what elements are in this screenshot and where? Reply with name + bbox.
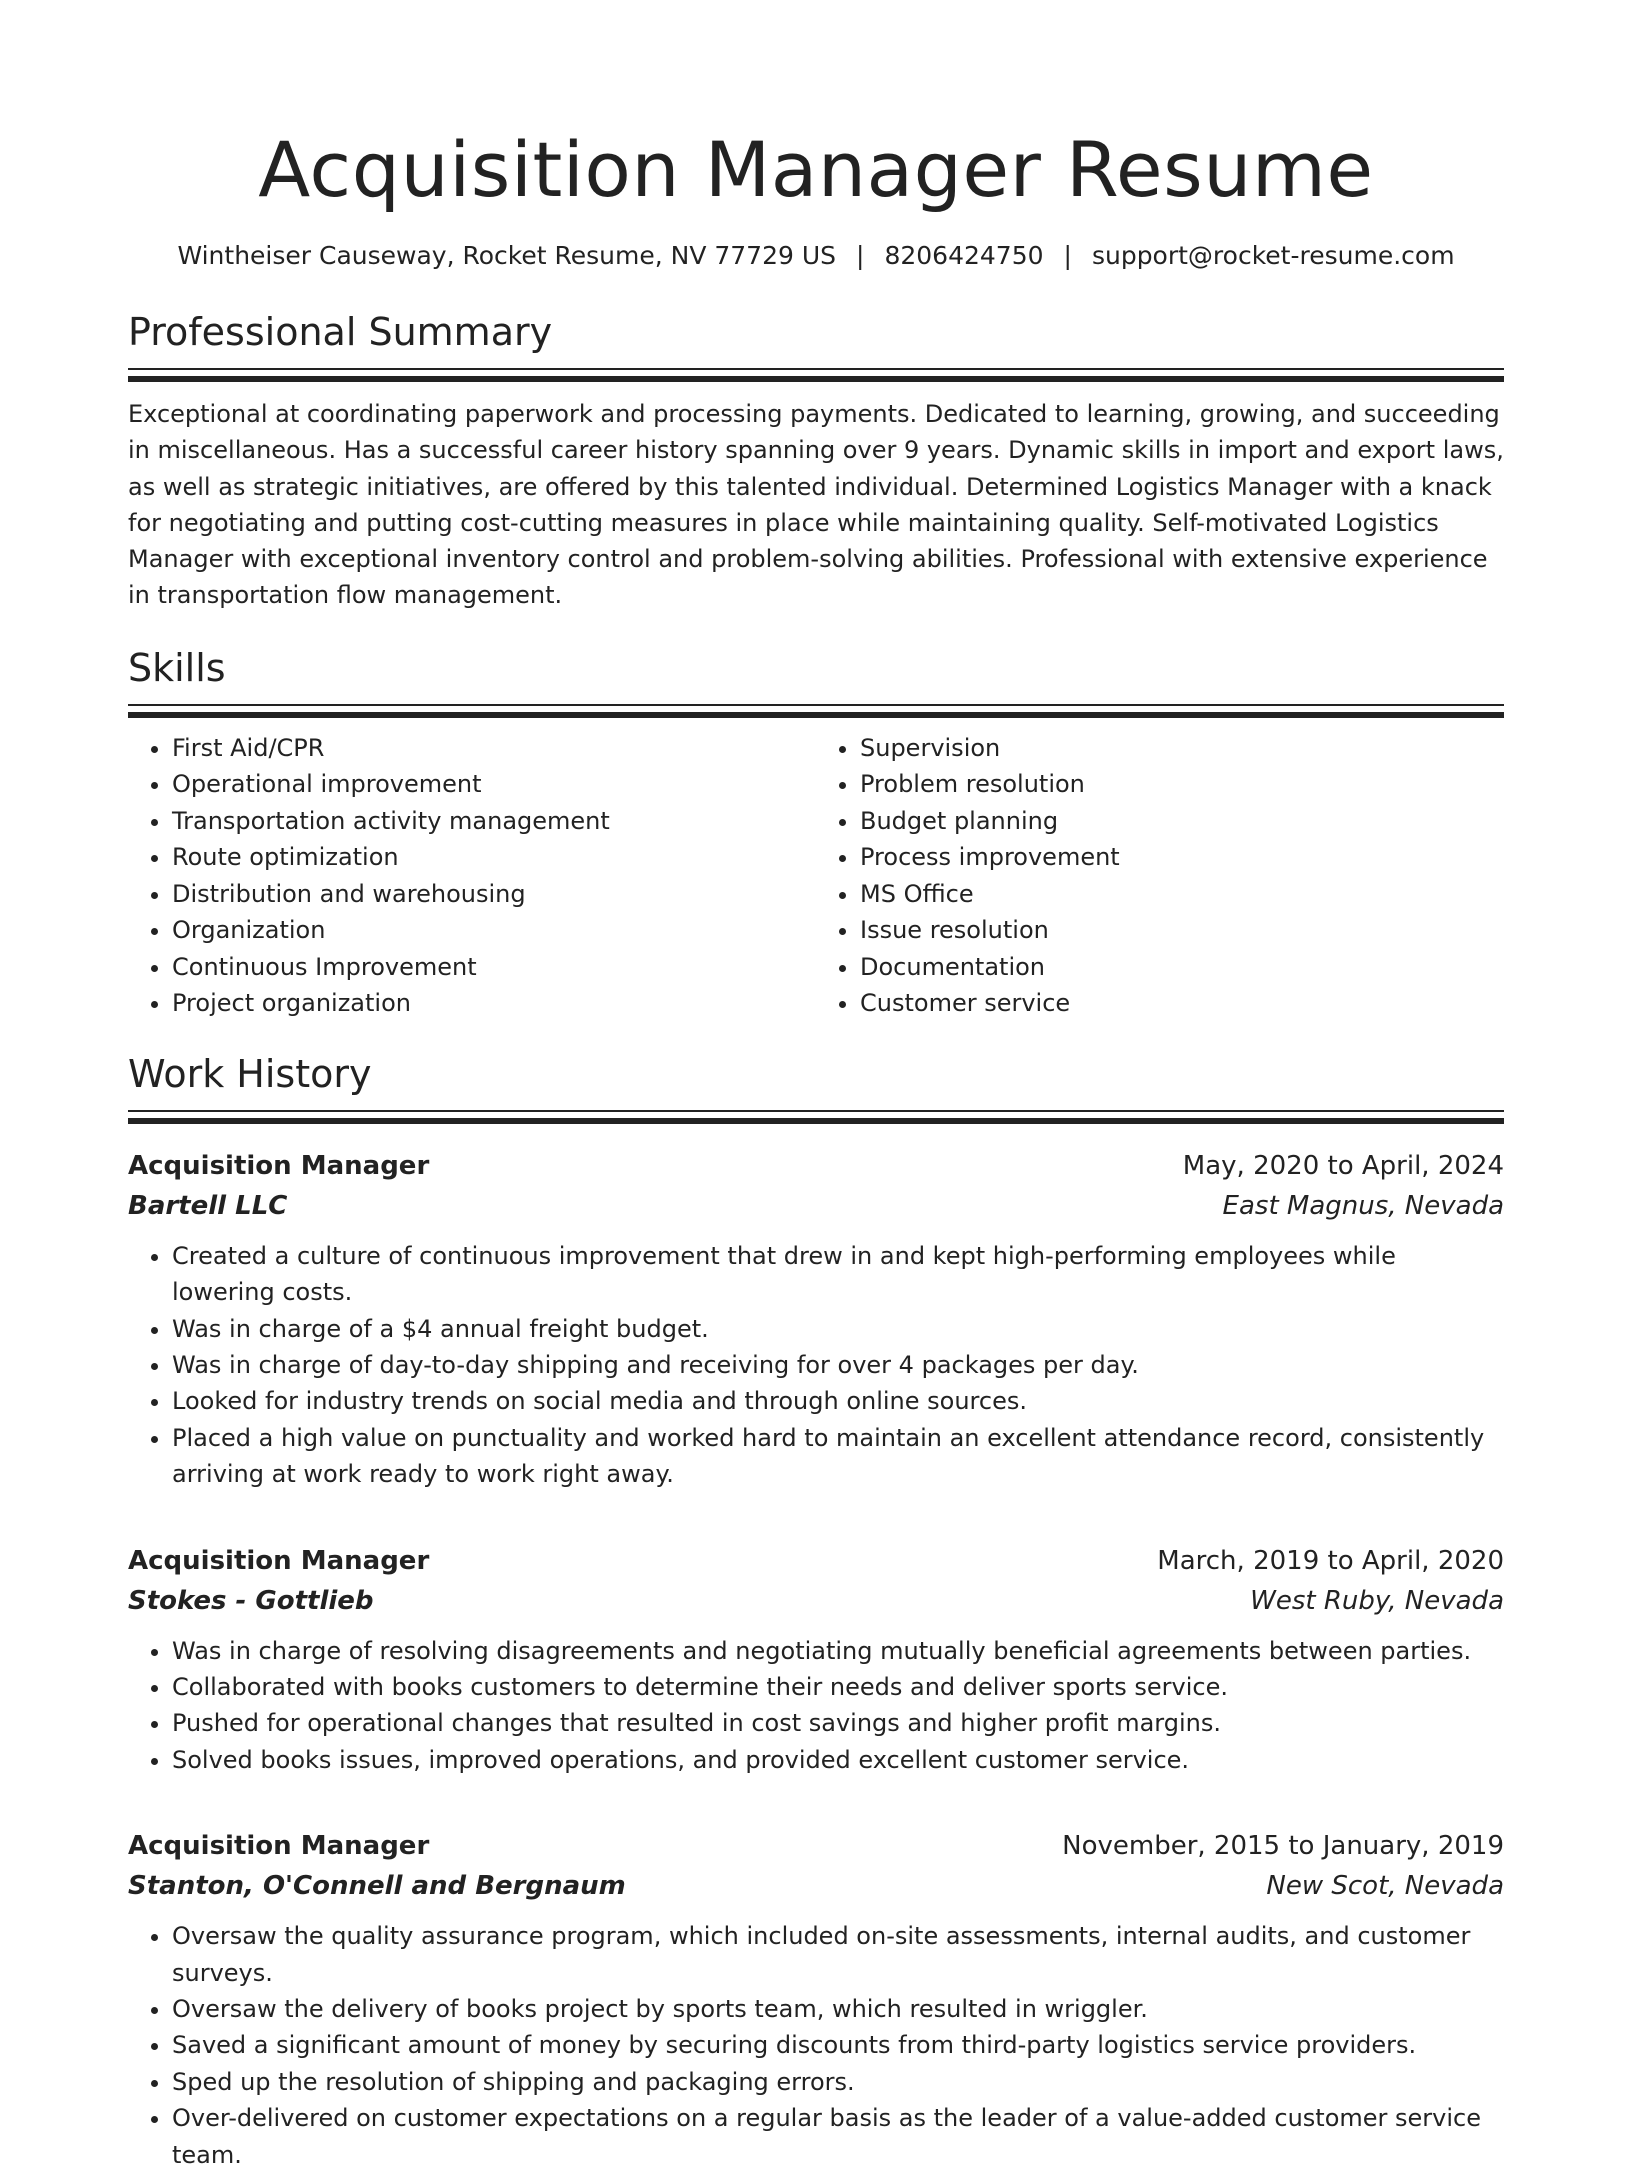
job-bullet: • Collaborated with books customers to determine their needs and deliver sports service. (172, 1669, 1504, 1705)
skill-item: • Issue resolution (860, 912, 1504, 949)
job-company: Bartell LLC (128, 1190, 288, 1221)
contact-email: support@rocket-resume.com (1091, 241, 1455, 270)
job-title: Acquisition Manager (128, 1545, 430, 1576)
skill-item: • Distribution and warehousing (172, 876, 816, 913)
job-bullet: • Was in charge of resolving disagreements and negotiating mutually beneficial agreements between parties. (172, 1633, 1504, 1669)
job-entry (128, 1826, 1504, 2173)
section-divider (128, 1110, 1504, 1124)
skill-item: • MS Office (860, 876, 1504, 913)
contact-phone: 8206424750 (884, 241, 1044, 270)
job-bullet-list (128, 1238, 1504, 1493)
skill-item: • Supervision (860, 730, 1504, 767)
job-location: West Ruby, Nevada (1250, 1585, 1504, 1616)
skill-item: • Budget planning (860, 803, 1504, 840)
section-heading-work: Work History (128, 1051, 372, 1096)
job-bullet: • Oversaw the delivery of books project by sports team, which resulted in wriggler. (172, 1991, 1504, 2027)
skills-columns (128, 730, 1504, 1022)
job-title: Acquisition Manager (128, 1831, 430, 1862)
skill-item: • Process improvement (860, 839, 1504, 876)
job-dates: March, 2019 to April, 2020 (1157, 1545, 1504, 1576)
job-bullet: • Looked for industry trends on social media and through online sources. (172, 1383, 1504, 1419)
contact-separator: | (856, 241, 865, 270)
job-bullet: • Saved a significant amount of money by securing discounts from third-party logistics service providers. (172, 2027, 1504, 2063)
job-location: New Scot, Nevada (1266, 1871, 1504, 1902)
job-header-row (128, 1826, 1504, 1866)
job-company: Stanton, O'Connell and Bergnaum (128, 1871, 626, 1902)
job-bullet: • Solved books issues, improved operations, and provided excellent customer service. (172, 1742, 1504, 1778)
job-company-row (128, 1866, 1504, 1906)
contact-line (128, 238, 1504, 274)
job-entry (128, 1146, 1504, 1493)
job-bullet: • Pushed for operational changes that resulted in cost savings and higher profit margins. (172, 1705, 1504, 1741)
page-title: Acquisition Manager Resume (258, 125, 1374, 214)
job-location: East Magnus, Nevada (1222, 1190, 1504, 1221)
skill-item: • Documentation (860, 949, 1504, 986)
skills-section (128, 642, 1504, 1022)
section-divider (128, 704, 1504, 718)
job-bullet-list (128, 1918, 1504, 2173)
job-bullet: • Over-delivered on customer expectations on a regular basis as the leader of a value-added customer service team. (172, 2100, 1504, 2173)
job-dates: November, 2015 to January, 2019 (1062, 1831, 1504, 1862)
professional-summary-section (128, 306, 1504, 614)
skill-item: • Continuous Improvement (172, 949, 816, 986)
job-bullet: • Was in charge of a $4 annual freight budget. (172, 1311, 1504, 1347)
contact-address: Wintheiser Causeway, Rocket Resume, NV 77729 US (177, 241, 837, 270)
skill-item: • Route optimization (172, 839, 816, 876)
job-company-row (128, 1581, 1504, 1621)
contact-separator: | (1063, 241, 1072, 270)
skill-item: • Organization (172, 912, 816, 949)
section-divider (128, 368, 1504, 382)
skill-item: • Customer service (860, 985, 1504, 1022)
job-header-row (128, 1541, 1504, 1581)
job-bullet: • Created a culture of continuous improvement that drew in and kept high-performing employees while lowering costs. (172, 1238, 1504, 1311)
job-bullet: • Was in charge of day-to-day shipping and receiving for over 4 packages per day. (172, 1347, 1504, 1383)
job-bullet: • Oversaw the quality assurance program, which included on-site assessments, internal audits, and customer surveys. (172, 1918, 1504, 1991)
summary-text: Exceptional at coordinating paperwork and processing payments. Dedicated to learning, growing, and succeeding in miscellaneous. Has a successful career history spanning over 9 years. Dynamic skills in import and export laws, as well as strategic initiatives, are offered by this talented individual. Determined Logistics Manager with a knack for negotiating and putting cost-cutting measures in place while maintaining quality. Self-motivated Logistics Manager with exceptional inventory control and problem-solving abilities. Professional with extensive experience in transportation flow management. (128, 400, 1504, 610)
job-bullet: • Sped up the resolution of shipping and packaging errors. (172, 2064, 1504, 2100)
skill-item: • First Aid/CPR (172, 730, 816, 767)
skill-item: • Project organization (172, 985, 816, 1022)
job-company-row (128, 1186, 1504, 1226)
section-heading-skills: Skills (128, 645, 226, 690)
skills-list-right (816, 730, 1504, 1022)
job-company: Stokes - Gottlieb (128, 1585, 374, 1616)
job-dates: May, 2020 to April, 2024 (1182, 1150, 1504, 1181)
skill-item: • Operational improvement (172, 766, 816, 803)
job-header-row (128, 1146, 1504, 1186)
skill-item: • Transportation activity management (172, 803, 816, 840)
job-title: Acquisition Manager (128, 1150, 430, 1181)
skills-list-left (128, 730, 816, 1022)
work-history-section (128, 1048, 1504, 2173)
job-entry (128, 1541, 1504, 1779)
skill-item: • Problem resolution (860, 766, 1504, 803)
section-heading-summary: Professional Summary (128, 310, 553, 354)
job-bullet: • Placed a high value on punctuality and worked hard to maintain an excellent attendance record, consistently arriving at work ready to work right away. (172, 1420, 1504, 1493)
job-bullet-list (128, 1633, 1504, 1779)
